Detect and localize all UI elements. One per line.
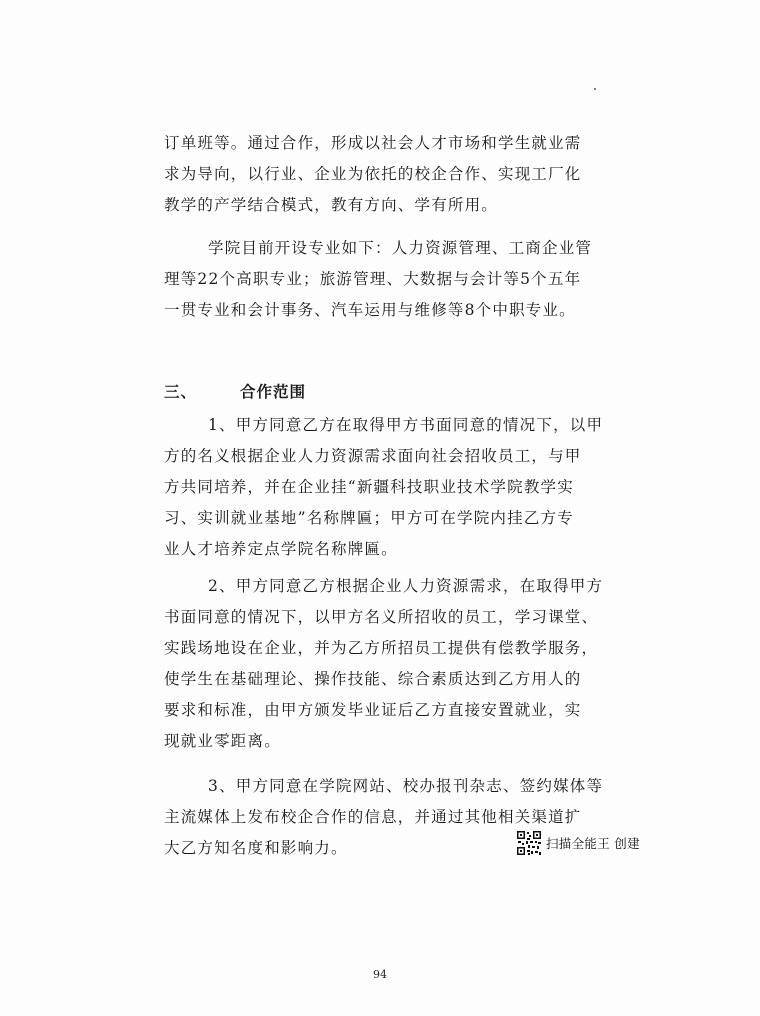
text-line: 一贯专业和会计事务、汽车运用与维修等8个中职专业。 (164, 301, 576, 319)
scanner-watermark-text: 扫描全能王 创建 (546, 836, 640, 851)
text-line: 理等22个高职专业；旅游管理、大数据与会计等5个五年 (164, 270, 582, 288)
clause-1 (164, 410, 604, 565)
scan-speck (594, 88, 596, 90)
document-body (164, 128, 604, 864)
paragraph-majors (164, 233, 594, 326)
text-line: 业人才培养定点学院名称牌匾。 (164, 540, 398, 558)
text-line: 教学的产学结合模式，教有方向、学有所用。 (164, 196, 499, 214)
text-line: 大乙方知名度和影响力。 (164, 839, 348, 857)
section-title: 合作范围 (240, 382, 307, 401)
page-number: 94 (373, 968, 387, 981)
section-heading (164, 380, 594, 410)
text-line: 实践场地设在企业，并为乙方所招员工提供有偿教学服务， (164, 639, 599, 657)
text-line: 2、甲方同意乙方根据企业人力资源需求，在取得甲方 (208, 577, 604, 595)
text-line: 订单班等。通过合作，形成以社会人才市场和学生就业需 (164, 134, 582, 152)
text-line: 3、甲方同意在学院网站、校办报刊杂志、签约媒体等 (208, 777, 604, 795)
text-line: 求为导向，以行业、企业为依托的校企合作、实现工厂化 (164, 165, 582, 183)
text-line: 主流媒体上发布校企合作的信息，并通过其他相关渠道扩 (164, 808, 582, 826)
text-line: 方共同培养，并在企业挂“新疆科技职业技术学院教学实 (164, 478, 574, 496)
paragraph-intro (164, 128, 594, 221)
section-number: 三、 (164, 382, 198, 401)
text-line: 使学生在基础理论、操作技能、综合素质达到乙方用人的 (164, 670, 582, 688)
qr-code-icon (516, 830, 542, 856)
text-line: 要求和标准，由甲方颁发毕业证后乙方直接安置就业，实 (164, 701, 582, 719)
scanner-watermark (516, 829, 640, 857)
text-line: 方的名义根据企业人力资源需求面向社会招收员工，与甲 (164, 447, 582, 465)
text-line: 现就业零距离。 (164, 732, 281, 750)
text-line: 1、甲方同意乙方在取得甲方书面同意的情况下，以甲 (208, 416, 604, 434)
text-line: 习、实训就业基地”名称牌匾；甲方可在学院内挂乙方专 (164, 509, 574, 527)
clause-2 (164, 571, 604, 757)
text-line: 学院目前开设专业如下：人力资源管理、工商企业管 (208, 239, 593, 257)
text-line: 书面同意的情况下，以甲方名义所招收的员工，学习课堂、 (164, 608, 599, 626)
